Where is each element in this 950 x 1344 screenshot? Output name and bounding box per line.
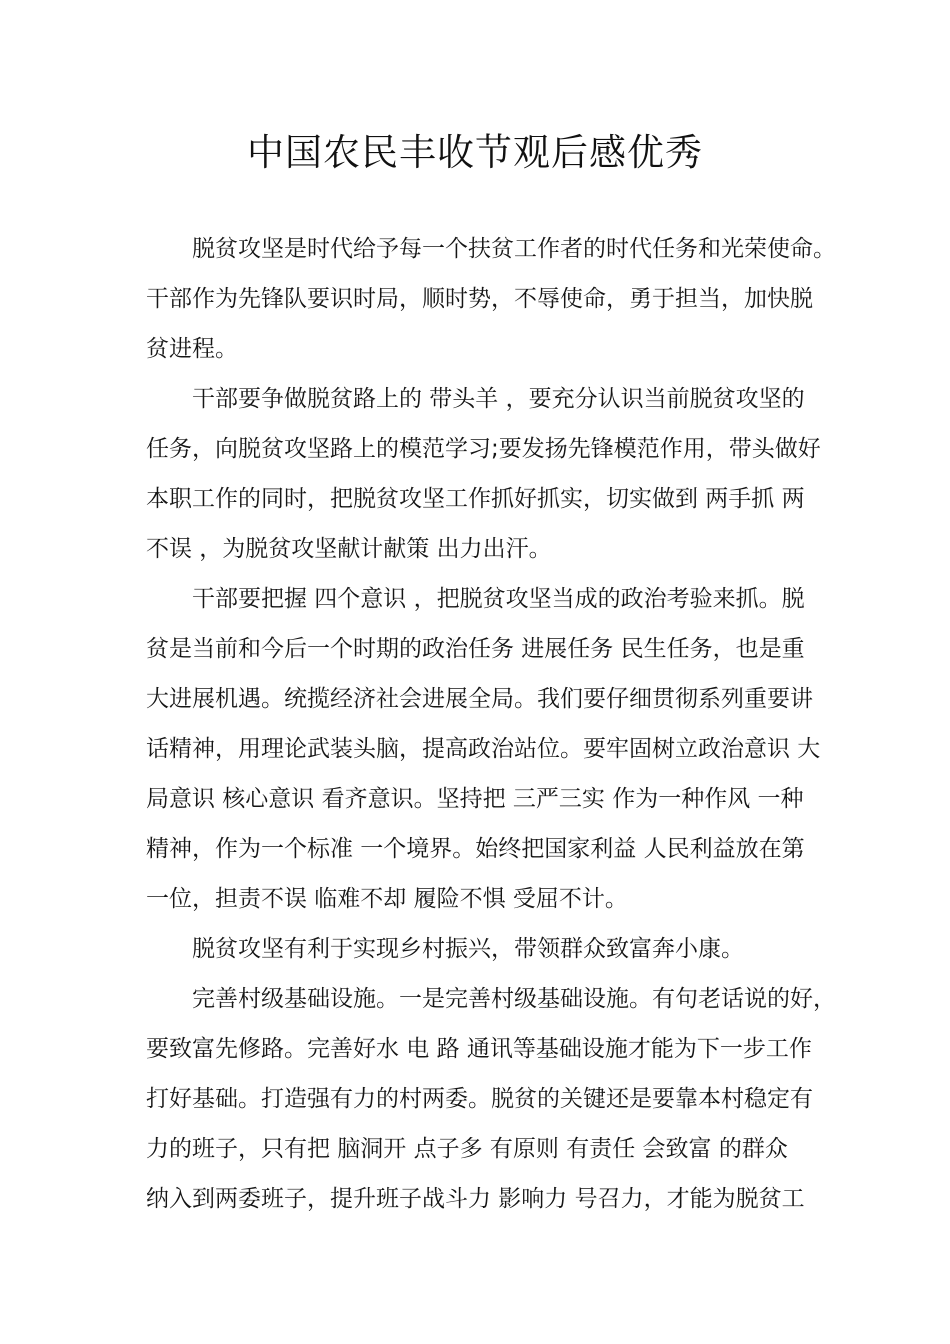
text-line: 完善村级基础设施。一是完善村级基础设施。有句老话说的好，	[192, 986, 836, 1012]
document-title: 中国农民丰收节观后感优秀	[247, 131, 703, 174]
text-line: 本职工作的同时，把脱贫攻坚工作抓好抓实，切实做到 两手抓 两	[146, 486, 805, 512]
text-line: 贫是当前和今后一个时期的政治任务 进展任务 民生任务，也是重	[146, 636, 805, 662]
document-body	[146, 224, 836, 1224]
text-line: 大进展机遇。统揽经济社会进展全局。我们要仔细贯彻系列重要讲	[146, 686, 813, 712]
text-line: 纳入到两委班子，提升班子战斗力 影响力 号召力，才能为脱贫工	[146, 1186, 805, 1212]
text-line: 打好基础。打造强有力的村两委。脱贫的关键还是要靠本村稳定有	[146, 1086, 813, 1112]
text-line: 脱贫攻坚是时代给予每一个扶贫工作者的时代任务和光荣使命。	[192, 236, 836, 262]
text-line: 贫进程。	[146, 336, 238, 362]
text-line: 力的班子，只有把 脑洞开 点子多 有原则 有责任 会致富 的群众	[146, 1136, 788, 1162]
text-line: 一位，担责不误 临难不却 履险不惧 受屈不计。	[146, 886, 628, 912]
text-line: 话精神，用理论武装头脑，提高政治站位。要牢固树立政治意识 大	[146, 736, 821, 762]
text-line: 局意识 核心意识 看齐意识。坚持把 三严三实 作为一种作风 一种	[146, 786, 804, 812]
text-line: 精神，作为一个标准 一个境界。始终把国家利益 人民利益放在第	[146, 836, 805, 862]
text-line: 不误 ，为脱贫攻坚献计献策 出力出汗。	[146, 536, 552, 562]
text-line: 干部要争做脱贫路上的 带头羊 ，要充分认识当前脱贫攻坚的	[192, 386, 805, 412]
text-line: 要致富先修路。完善好水 电 路 通讯等基础设施才能为下一步工作	[146, 1036, 812, 1062]
text-line: 干部作为先锋队要识时局，顺时势，不辱使命，勇于担当，加快脱	[146, 286, 813, 312]
text-line: 干部要把握 四个意识 ，把脱贫攻坚当成的政治考验来抓。脱	[192, 586, 805, 612]
text-line: 任务，向脱贫攻坚路上的模范学习;要发扬先锋模范作用，带头做好	[146, 436, 821, 462]
text-line: 脱贫攻坚有利于实现乡村振兴，带领群众致富奔小康。	[192, 936, 744, 962]
